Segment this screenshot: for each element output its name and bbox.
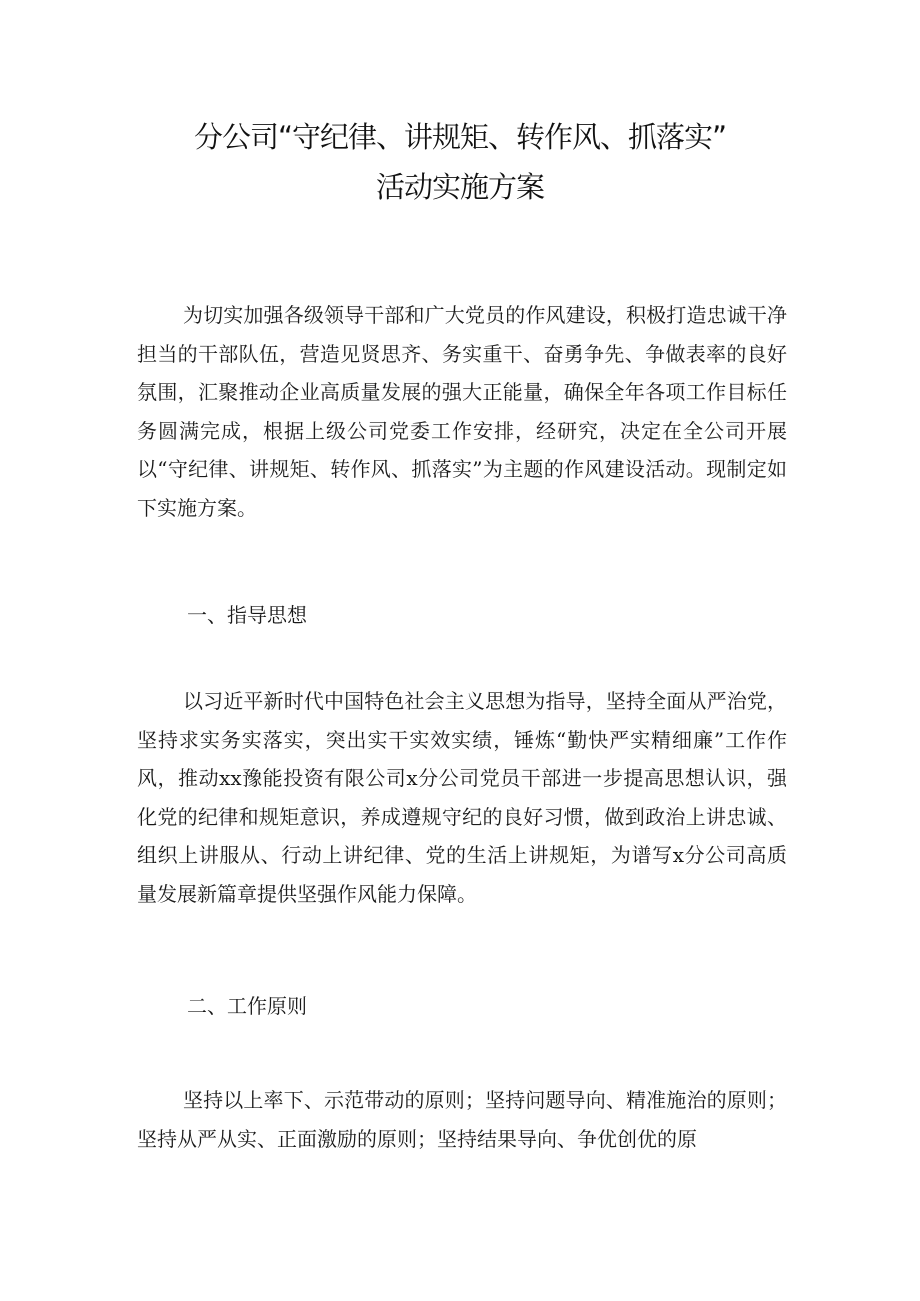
intro-paragraph: 为切实加强各级领导干部和广大党员的作风建设，积极打造忠诚干净担当的干部队伍，营造见贤思齐、务实重干、奋勇争先、争做表率的良好氛围，汇聚推动企业高质量发展的强大正能量，确保全年各项工作目标任务圆满完成，根据上级公司党委工作安排，经研究，决定在全公司开展以“守纪律、讲规矩、转作风、抓落实”为主题的作风建设活动。现制定如下实施方案。 <box>137 303 787 520</box>
section-heading-guiding-ideology: 一、指导思想 <box>187 603 307 627</box>
document-title-line-1: 分公司“守纪律、讲规矩、转作风、抓落实” <box>193 120 727 154</box>
guiding-ideology-paragraph: 以习近平新时代中国特色社会主义思想为指导，坚持全面从严治党，坚持求实务实落实，突出实干实效实绩，锤炼“勤快严实精细廉”工作作风，推动xx豫能投资有限公司x分公司党员干部进一步提高思想认识，强化党的纪律和规矩意识，养成遵规守纪的良好习惯，做到政治上讲忠诚、组织上讲服从、行动上讲纪律、党的生活上讲规矩，为谱写x分公司高质量发展新篇章提供坚强作风能力保障。 <box>137 689 787 906</box>
section-heading-work-principles: 二、工作原则 <box>187 994 307 1018</box>
work-principles-paragraph: 坚持以上率下、示范带动的原则；坚持问题导向、精准施治的原则；坚持从严从实、正面激励的原则；坚持结果导向、争优创优的原 <box>137 1088 787 1151</box>
document-title-line-2: 活动实施方案 <box>375 170 544 204</box>
